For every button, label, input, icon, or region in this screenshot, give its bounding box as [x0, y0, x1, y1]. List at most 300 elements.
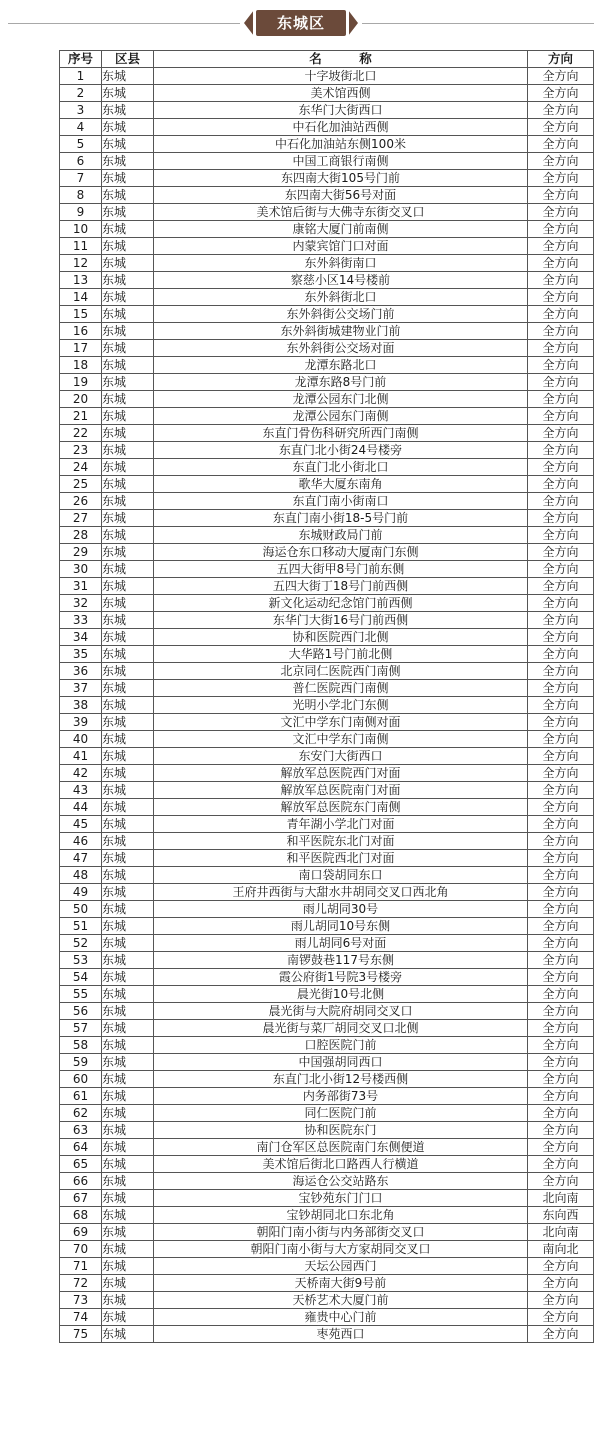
row-district: 东城	[102, 476, 154, 493]
row-district: 东城	[102, 765, 154, 782]
table-row	[60, 884, 594, 901]
row-direction: 全方向	[528, 1326, 594, 1343]
row-number: 44	[60, 799, 102, 816]
row-number: 5	[60, 136, 102, 153]
row-name: 青年湖小学北门对面	[154, 816, 528, 833]
row-number: 66	[60, 1173, 102, 1190]
row-direction: 全方向	[528, 833, 594, 850]
row-name: 晨光街与菜厂胡同交叉口北侧	[154, 1020, 528, 1037]
badge-notch-left	[253, 10, 256, 36]
header-divider-left	[8, 23, 240, 24]
row-district: 东城	[102, 680, 154, 697]
table-row	[60, 850, 594, 867]
location-table	[59, 50, 594, 1343]
row-name: 天坛公园西门	[154, 1258, 528, 1275]
header-number: 序号	[60, 51, 102, 68]
row-number: 59	[60, 1054, 102, 1071]
table-row	[60, 901, 594, 918]
table-row	[60, 663, 594, 680]
row-district: 东城	[102, 68, 154, 85]
row-name: 南口袋胡同东口	[154, 867, 528, 884]
row-district: 东城	[102, 884, 154, 901]
row-name: 美术馆西侧	[154, 85, 528, 102]
table-row	[60, 918, 594, 935]
header-name: 名 称	[154, 51, 528, 68]
row-number: 31	[60, 578, 102, 595]
row-direction: 全方向	[528, 986, 594, 1003]
row-name: 文汇中学东门南侧	[154, 731, 528, 748]
row-name: 龙潭公园东门南侧	[154, 408, 528, 425]
row-number: 58	[60, 1037, 102, 1054]
row-direction: 全方向	[528, 391, 594, 408]
row-number: 4	[60, 119, 102, 136]
row-name: 内务部街73号	[154, 1088, 528, 1105]
table-row	[60, 255, 594, 272]
row-district: 东城	[102, 833, 154, 850]
row-direction: 全方向	[528, 272, 594, 289]
row-district: 东城	[102, 867, 154, 884]
row-district: 东城	[102, 1037, 154, 1054]
table-row	[60, 1037, 594, 1054]
row-name: 同仁医院门前	[154, 1105, 528, 1122]
row-direction: 全方向	[528, 646, 594, 663]
row-district: 东城	[102, 170, 154, 187]
row-name: 美术馆后街北口路西人行横道	[154, 1156, 528, 1173]
row-district: 东城	[102, 544, 154, 561]
row-direction: 全方向	[528, 527, 594, 544]
row-number: 67	[60, 1190, 102, 1207]
table-row	[60, 187, 594, 204]
row-district: 东城	[102, 1275, 154, 1292]
row-name: 东直门骨伤科研究所西门南侧	[154, 425, 528, 442]
row-number: 9	[60, 204, 102, 221]
table-row	[60, 476, 594, 493]
row-name: 南锣鼓巷117号东侧	[154, 952, 528, 969]
row-district: 东城	[102, 255, 154, 272]
row-number: 51	[60, 918, 102, 935]
table-row	[60, 1156, 594, 1173]
row-number: 52	[60, 935, 102, 952]
row-name: 东直门南小街南口	[154, 493, 528, 510]
row-direction: 全方向	[528, 1003, 594, 1020]
table-row	[60, 986, 594, 1003]
row-direction: 全方向	[528, 170, 594, 187]
row-name: 中石化加油站东侧100米	[154, 136, 528, 153]
row-district: 东城	[102, 935, 154, 952]
row-number: 56	[60, 1003, 102, 1020]
row-direction: 全方向	[528, 221, 594, 238]
row-name: 朝阳门南小街与大方家胡同交叉口	[154, 1241, 528, 1258]
table-row	[60, 1003, 594, 1020]
row-district: 东城	[102, 731, 154, 748]
row-number: 2	[60, 85, 102, 102]
row-name: 东外斜街南口	[154, 255, 528, 272]
row-district: 东城	[102, 1122, 154, 1139]
row-direction: 全方向	[528, 867, 594, 884]
row-number: 1	[60, 68, 102, 85]
row-direction: 全方向	[528, 1020, 594, 1037]
row-number: 39	[60, 714, 102, 731]
row-direction: 全方向	[528, 1088, 594, 1105]
row-name: 雨儿胡同30号	[154, 901, 528, 918]
row-number: 50	[60, 901, 102, 918]
row-direction: 全方向	[528, 595, 594, 612]
row-name: 龙潭公园东门北侧	[154, 391, 528, 408]
row-number: 7	[60, 170, 102, 187]
row-district: 东城	[102, 782, 154, 799]
row-district: 东城	[102, 85, 154, 102]
table-row	[60, 357, 594, 374]
row-name: 宝钞胡同北口东北角	[154, 1207, 528, 1224]
row-direction: 全方向	[528, 561, 594, 578]
row-district: 东城	[102, 1190, 154, 1207]
row-name: 东华门大街16号门前西侧	[154, 612, 528, 629]
row-number: 11	[60, 238, 102, 255]
row-name: 东安门大街西口	[154, 748, 528, 765]
row-direction: 南向北	[528, 1241, 594, 1258]
row-direction: 全方向	[528, 1037, 594, 1054]
row-name: 解放军总医院东门南侧	[154, 799, 528, 816]
row-name: 东外斜街北口	[154, 289, 528, 306]
row-direction: 全方向	[528, 476, 594, 493]
row-district: 东城	[102, 1326, 154, 1343]
row-district: 东城	[102, 187, 154, 204]
row-number: 14	[60, 289, 102, 306]
row-number: 21	[60, 408, 102, 425]
table-row	[60, 459, 594, 476]
table-row	[60, 306, 594, 323]
row-district: 东城	[102, 391, 154, 408]
row-district: 东城	[102, 323, 154, 340]
row-direction: 全方向	[528, 1156, 594, 1173]
row-district: 东城	[102, 1207, 154, 1224]
row-district: 东城	[102, 340, 154, 357]
row-direction: 全方向	[528, 1105, 594, 1122]
row-direction: 全方向	[528, 1139, 594, 1156]
row-name: 内蒙宾馆门口对面	[154, 238, 528, 255]
table-row	[60, 68, 594, 85]
row-name: 雨儿胡同10号东侧	[154, 918, 528, 935]
row-direction: 全方向	[528, 663, 594, 680]
table-row	[60, 1071, 594, 1088]
row-direction: 全方向	[528, 323, 594, 340]
row-direction: 全方向	[528, 731, 594, 748]
row-number: 25	[60, 476, 102, 493]
row-district: 东城	[102, 986, 154, 1003]
row-direction: 全方向	[528, 1258, 594, 1275]
table-row	[60, 493, 594, 510]
row-number: 41	[60, 748, 102, 765]
row-direction: 全方向	[528, 340, 594, 357]
row-direction: 全方向	[528, 153, 594, 170]
row-district: 东城	[102, 289, 154, 306]
row-name: 十字坡街北口	[154, 68, 528, 85]
row-direction: 全方向	[528, 918, 594, 935]
row-number: 36	[60, 663, 102, 680]
row-district: 东城	[102, 1105, 154, 1122]
row-name: 中石化加油站西侧	[154, 119, 528, 136]
table-row	[60, 391, 594, 408]
row-district: 东城	[102, 442, 154, 459]
row-direction: 全方向	[528, 952, 594, 969]
row-direction: 全方向	[528, 816, 594, 833]
row-district: 东城	[102, 153, 154, 170]
row-direction: 全方向	[528, 255, 594, 272]
row-number: 35	[60, 646, 102, 663]
row-name: 晨光街10号北侧	[154, 986, 528, 1003]
table-row	[60, 425, 594, 442]
table-row	[60, 952, 594, 969]
row-number: 6	[60, 153, 102, 170]
header-divider-right	[362, 23, 594, 24]
row-name: 朝阳门南小街与内务部街交叉口	[154, 1224, 528, 1241]
table-row	[60, 1088, 594, 1105]
row-district: 东城	[102, 697, 154, 714]
table-row	[60, 629, 594, 646]
row-direction: 全方向	[528, 901, 594, 918]
row-district: 东城	[102, 901, 154, 918]
table-row	[60, 1020, 594, 1037]
table-row	[60, 1190, 594, 1207]
row-district: 东城	[102, 1224, 154, 1241]
row-district: 东城	[102, 612, 154, 629]
row-direction: 全方向	[528, 442, 594, 459]
row-name: 察慈小区14号楼前	[154, 272, 528, 289]
table-row	[60, 1173, 594, 1190]
header-direction: 方向	[528, 51, 594, 68]
table-body	[60, 68, 594, 1343]
table-row	[60, 153, 594, 170]
row-district: 东城	[102, 459, 154, 476]
row-direction: 全方向	[528, 1173, 594, 1190]
row-name: 北京同仁医院西门南侧	[154, 663, 528, 680]
row-number: 70	[60, 1241, 102, 1258]
table-row	[60, 1122, 594, 1139]
row-direction: 全方向	[528, 119, 594, 136]
row-name: 五四大街丁18号门前西侧	[154, 578, 528, 595]
row-district: 东城	[102, 374, 154, 391]
table-row	[60, 646, 594, 663]
row-direction: 全方向	[528, 748, 594, 765]
table-row	[60, 221, 594, 238]
row-direction: 全方向	[528, 799, 594, 816]
row-name: 东外斜街公交场对面	[154, 340, 528, 357]
table-row	[60, 102, 594, 119]
table-row	[60, 697, 594, 714]
row-number: 18	[60, 357, 102, 374]
row-number: 72	[60, 1275, 102, 1292]
row-number: 69	[60, 1224, 102, 1241]
row-direction: 全方向	[528, 629, 594, 646]
row-district: 东城	[102, 816, 154, 833]
row-name: 新文化运动纪念馆门前西侧	[154, 595, 528, 612]
row-district: 东城	[102, 578, 154, 595]
row-direction: 全方向	[528, 714, 594, 731]
row-direction: 全方向	[528, 1292, 594, 1309]
table-row	[60, 119, 594, 136]
row-district: 东城	[102, 850, 154, 867]
table-row	[60, 408, 594, 425]
row-number: 29	[60, 544, 102, 561]
row-district: 东城	[102, 425, 154, 442]
table-row	[60, 799, 594, 816]
row-number: 71	[60, 1258, 102, 1275]
row-number: 19	[60, 374, 102, 391]
row-number: 33	[60, 612, 102, 629]
table-row	[60, 170, 594, 187]
row-name: 枣苑西口	[154, 1326, 528, 1343]
row-name: 东直门北小街24号楼旁	[154, 442, 528, 459]
row-name: 大华路1号门前北侧	[154, 646, 528, 663]
table-row	[60, 374, 594, 391]
row-direction: 全方向	[528, 493, 594, 510]
row-direction: 全方向	[528, 884, 594, 901]
row-district: 东城	[102, 136, 154, 153]
row-name: 和平医院西北门对面	[154, 850, 528, 867]
row-number: 26	[60, 493, 102, 510]
row-district: 东城	[102, 119, 154, 136]
row-name: 协和医院西门北侧	[154, 629, 528, 646]
row-direction: 全方向	[528, 1071, 594, 1088]
row-district: 东城	[102, 1156, 154, 1173]
row-number: 17	[60, 340, 102, 357]
row-district: 东城	[102, 714, 154, 731]
row-number: 30	[60, 561, 102, 578]
row-direction: 全方向	[528, 697, 594, 714]
table-row	[60, 578, 594, 595]
row-direction: 全方向	[528, 782, 594, 799]
row-number: 10	[60, 221, 102, 238]
row-direction: 全方向	[528, 357, 594, 374]
row-district: 东城	[102, 1003, 154, 1020]
row-number: 68	[60, 1207, 102, 1224]
row-direction: 全方向	[528, 680, 594, 697]
section-header	[0, 0, 600, 48]
row-number: 61	[60, 1088, 102, 1105]
row-number: 57	[60, 1020, 102, 1037]
table-row	[60, 1139, 594, 1156]
table-row	[60, 544, 594, 561]
table-row	[60, 782, 594, 799]
row-name: 宝钞苑东门门口	[154, 1190, 528, 1207]
row-district: 东城	[102, 1139, 154, 1156]
row-name: 东直门南小街18-5号门前	[154, 510, 528, 527]
row-district: 东城	[102, 1054, 154, 1071]
row-number: 46	[60, 833, 102, 850]
row-direction: 全方向	[528, 204, 594, 221]
table-row	[60, 136, 594, 153]
row-number: 12	[60, 255, 102, 272]
header-district: 区县	[102, 51, 154, 68]
row-number: 40	[60, 731, 102, 748]
table-row	[60, 714, 594, 731]
row-number: 15	[60, 306, 102, 323]
row-direction: 全方向	[528, 510, 594, 527]
table-header-row	[60, 51, 594, 68]
table-row	[60, 85, 594, 102]
row-direction: 全方向	[528, 102, 594, 119]
row-name: 美术馆后街与大佛寺东街交叉口	[154, 204, 528, 221]
row-district: 东城	[102, 527, 154, 544]
row-direction: 全方向	[528, 238, 594, 255]
row-name: 中国工商银行南侧	[154, 153, 528, 170]
table-row	[60, 561, 594, 578]
row-district: 东城	[102, 646, 154, 663]
row-number: 27	[60, 510, 102, 527]
row-number: 45	[60, 816, 102, 833]
row-district: 东城	[102, 629, 154, 646]
row-number: 16	[60, 323, 102, 340]
row-district: 东城	[102, 408, 154, 425]
row-district: 东城	[102, 595, 154, 612]
row-name: 康铭大厦门前南侧	[154, 221, 528, 238]
table-row	[60, 595, 594, 612]
row-number: 37	[60, 680, 102, 697]
row-number: 64	[60, 1139, 102, 1156]
row-number: 32	[60, 595, 102, 612]
row-district: 东城	[102, 1309, 154, 1326]
row-direction: 全方向	[528, 68, 594, 85]
table-row	[60, 1207, 594, 1224]
table-row	[60, 612, 594, 629]
row-name: 解放军总医院南门对面	[154, 782, 528, 799]
table-row	[60, 204, 594, 221]
row-direction: 东向西	[528, 1207, 594, 1224]
row-name: 龙潭东路8号门前	[154, 374, 528, 391]
row-name: 东城财政局门前	[154, 527, 528, 544]
row-name: 文汇中学东门南侧对面	[154, 714, 528, 731]
row-name: 王府井西街与大甜水井胡同交叉口西北角	[154, 884, 528, 901]
table-row	[60, 1054, 594, 1071]
row-district: 东城	[102, 238, 154, 255]
row-direction: 全方向	[528, 969, 594, 986]
row-district: 东城	[102, 561, 154, 578]
row-district: 东城	[102, 1020, 154, 1037]
row-number: 20	[60, 391, 102, 408]
row-name: 东外斜街城建物业门前	[154, 323, 528, 340]
row-direction: 全方向	[528, 578, 594, 595]
table-row	[60, 816, 594, 833]
row-number: 24	[60, 459, 102, 476]
row-number: 38	[60, 697, 102, 714]
row-direction: 全方向	[528, 374, 594, 391]
row-number: 34	[60, 629, 102, 646]
row-number: 74	[60, 1309, 102, 1326]
table-row	[60, 748, 594, 765]
row-direction: 全方向	[528, 408, 594, 425]
row-name: 雍贵中心门前	[154, 1309, 528, 1326]
row-name: 和平医院东北门对面	[154, 833, 528, 850]
row-number: 53	[60, 952, 102, 969]
row-name: 天桥南大街9号前	[154, 1275, 528, 1292]
row-number: 47	[60, 850, 102, 867]
row-direction: 全方向	[528, 85, 594, 102]
row-district: 东城	[102, 493, 154, 510]
row-district: 东城	[102, 221, 154, 238]
row-number: 22	[60, 425, 102, 442]
table-row	[60, 1326, 594, 1343]
row-district: 东城	[102, 1173, 154, 1190]
table-row	[60, 1309, 594, 1326]
table-row	[60, 935, 594, 952]
row-district: 东城	[102, 102, 154, 119]
row-district: 东城	[102, 663, 154, 680]
row-name: 东直门北小街12号楼西侧	[154, 1071, 528, 1088]
table-row	[60, 867, 594, 884]
row-name: 霞公府街1号院3号楼旁	[154, 969, 528, 986]
row-district: 东城	[102, 204, 154, 221]
row-district: 东城	[102, 357, 154, 374]
